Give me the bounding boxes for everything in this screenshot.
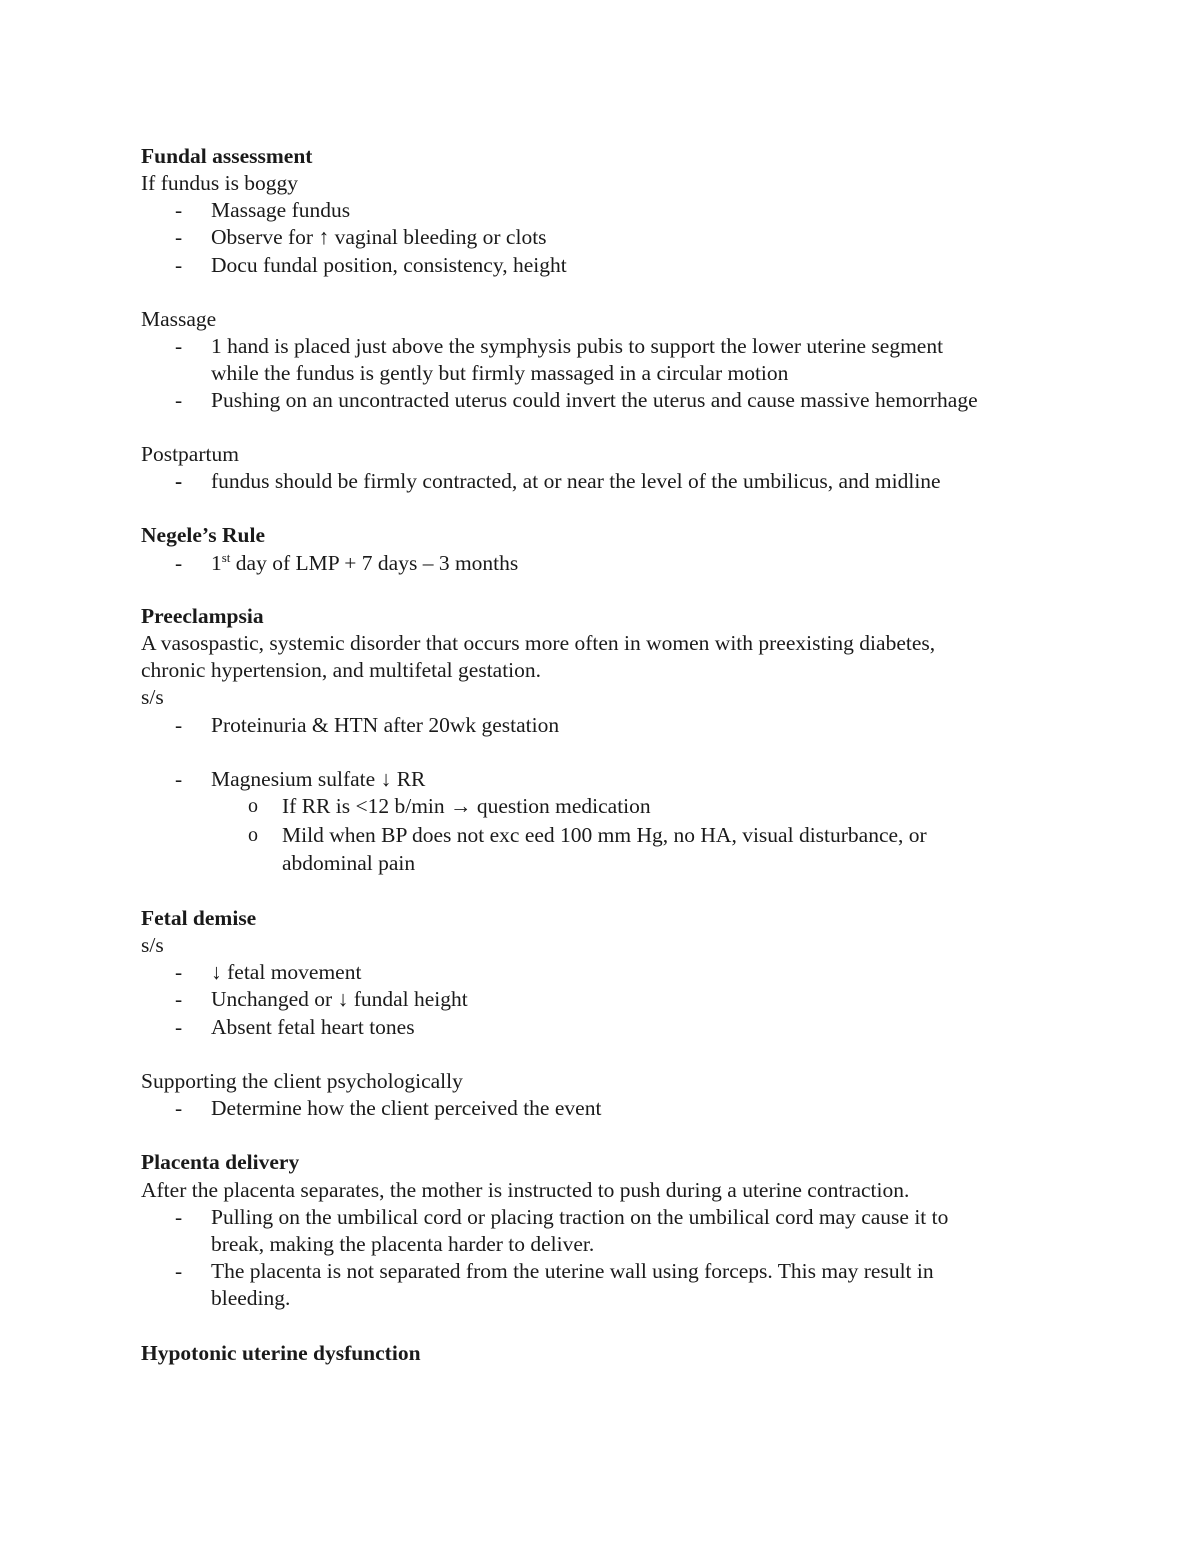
- bullet-dash: -: [175, 1259, 183, 1283]
- list-item: Magnesium sulfate ↓ RR: [211, 767, 426, 791]
- heading-fetal-demise: Fetal demise: [141, 906, 257, 930]
- sub-list-item: If RR is <12 b/min → question medication: [282, 794, 651, 818]
- sub-list-item: Mild when BP does not exc eed 100 mm Hg, no HA, visual disturbance, or: [282, 823, 927, 847]
- postpartum-label: Postpartum: [141, 442, 239, 466]
- list-item: Massage fundus: [211, 198, 351, 222]
- preeclampsia-description-continued: chronic hypertension, and multifetal gestation.: [141, 658, 542, 682]
- fundal-intro: If fundus is boggy: [141, 171, 299, 195]
- bullet-circle: o: [248, 795, 258, 817]
- bullet-dash: -: [175, 334, 183, 358]
- heading-negeles-rule: Negele’s Rule: [141, 523, 265, 547]
- list-item: 1 hand is placed just above the symphysis pubis to support the lower uterine segment: [211, 334, 944, 358]
- bullet-dash: -: [175, 469, 183, 493]
- list-item: Absent fetal heart tones: [211, 1015, 415, 1039]
- heading-placenta-delivery: Placenta delivery: [141, 1150, 300, 1174]
- sub-list-item-continuation: abdominal pain: [282, 851, 416, 875]
- bullet-dash: -: [175, 1205, 183, 1229]
- bullet-dash: -: [175, 767, 183, 791]
- list-item: 1st day of LMP + 7 days – 3 months: [211, 550, 519, 575]
- preeclampsia-description: A vasospastic, systemic disorder that occurs more often in women with preexisting diabetes,: [141, 631, 936, 655]
- heading-preeclampsia: Preeclampsia: [141, 604, 264, 628]
- bullet-dash: -: [175, 198, 183, 222]
- list-item: ↓ fetal movement: [211, 960, 362, 984]
- support-label: Supporting the client psychologically: [141, 1069, 463, 1093]
- bullet-dash: -: [175, 987, 183, 1011]
- heading-hypotonic-uterine-dysfunction: Hypotonic uterine dysfunction: [141, 1341, 421, 1365]
- heading-fundal-assessment: Fundal assessment: [141, 144, 313, 168]
- bullet-dash: -: [175, 253, 183, 277]
- bullet-dash: -: [175, 1015, 183, 1039]
- signs-symptoms-label: s/s: [141, 685, 164, 709]
- signs-symptoms-label: s/s: [141, 933, 164, 957]
- list-item: Pushing on an uncontracted uterus could invert the uterus and cause massive hemorrhage: [211, 388, 978, 412]
- bullet-dash: -: [175, 713, 183, 737]
- massage-label: Massage: [141, 307, 217, 331]
- placenta-description: After the placenta separates, the mother is instructed to push during a uterine contraction.: [141, 1178, 910, 1202]
- list-item: Determine how the client perceived the event: [211, 1096, 602, 1120]
- list-item: Unchanged or ↓ fundal height: [211, 987, 468, 1011]
- bullet-dash: -: [175, 1096, 183, 1120]
- bullet-dash: -: [175, 960, 183, 984]
- list-item: Pulling on the umbilical cord or placing traction on the umbilical cord may cause it to: [211, 1205, 949, 1229]
- list-item: Proteinuria & HTN after 20wk gestation: [211, 713, 560, 737]
- list-item-continuation: while the fundus is gently but firmly massaged in a circular motion: [211, 361, 789, 385]
- list-item: fundus should be firmly contracted, at or near the level of the umbilicus, and midline: [211, 469, 941, 493]
- list-item-continuation: break, making the placenta harder to deliver.: [211, 1232, 595, 1256]
- list-item: Observe for ↑ vaginal bleeding or clots: [211, 225, 547, 249]
- bullet-circle: o: [248, 824, 258, 846]
- bullet-dash: -: [175, 225, 183, 249]
- list-item-continuation: bleeding.: [211, 1286, 291, 1310]
- bullet-dash: -: [175, 551, 183, 575]
- bullet-dash: -: [175, 388, 183, 412]
- list-item: The placenta is not separated from the uterine wall using forceps. This may result in: [211, 1259, 934, 1283]
- list-item: Docu fundal position, consistency, height: [211, 253, 567, 277]
